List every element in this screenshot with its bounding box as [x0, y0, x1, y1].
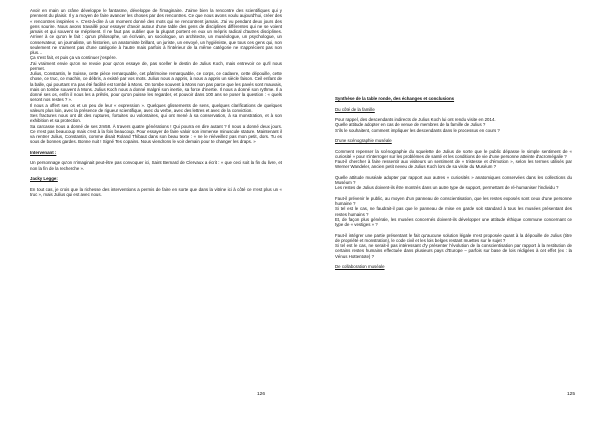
speaker-heading: Intervenant :: [30, 149, 57, 155]
paragraph: En tout cas, je crois que la richesse des interventions a permis de faire en sorte que dans la vitrine ici à côté ce n'est plus un « truc », mais Julius qui est avec nous.: [30, 186, 282, 197]
section-title: Synthèse de la table ronde, des échanges et conclusions: [335, 96, 455, 101]
paragraph: J'ai vraiment envie qu'on se revoie pour qu'on essaye de, pas sceller le destin de Julius Koch, mais entrevoir ce qu'il nous permet.: [30, 60, 282, 71]
paragraph: Les restes de Julius doivent-ils être montrés dans un autre type de support, permettant de ré-humaniser l'individu ?: [335, 185, 559, 191]
paragraph: Et, de façon plus générale, les musées concernés doivent-ils développer une attitude éthique commune concernant ce type de « vestiges » ?: [335, 216, 572, 227]
paragraph: Pour rappel, des descendants indirects de Julius Koch lui ont rendu visite en 2014.: [335, 117, 496, 122]
subsection-heading: D'une scénographie muséale: [335, 138, 392, 143]
paragraph: Si tel est le cas, ne serait-il pas intéressant d'y présenter l'évolution de la conscientisation par rapport à la restitution de certains restes humains effectuée dans plusieurs pays d'Europe – parfois sur base de lois rédigées à cet effet (ex : la Vénus Hottentote) ?: [335, 243, 572, 259]
paragraph: Il nous a offert ses os et un peu de leur « expression ». Quelques glissements de sens, quelques clarifications de quelques valeurs plus loin, avec la présence de rigueur scientifique, avec du verbe, avec des lettres et avec de la conviction.: [30, 102, 282, 113]
paragraph: Ça s'est fait, et puis ça va continuer j'espère.: [30, 55, 117, 61]
left-text-column: [30, 8, 282, 197]
paragraph: Quelle attitude adopter en cas de venue de membres de la famille de Julius ?: [335, 122, 486, 128]
paragraph: Comment repenser la scénographie du squelette de Julius de sorte que le public dépasse le simple sentiment de « curiosité » pour s'interroger sur les problèmes de santé et les conditions de vie d'une personne atteinte d'acromégalie ?: [335, 148, 572, 159]
page-number: 125: [567, 392, 576, 397]
subsection-heading: Du côté de la famille: [335, 106, 375, 112]
paragraph: Un personnage qu'on n'imaginait peut-être pas convoquer ici, Saint Bernard de Clervaux a écrit : « que ceci soit la fin du livre, et non la fin de la recherche ».: [30, 160, 282, 171]
subsection-heading: De collaboration muséale: [335, 264, 385, 269]
paragraph: S'ils le souhaitent, comment impliquer les descendants dans le processus en cours ?: [335, 127, 500, 133]
page-number: 126: [257, 392, 266, 397]
paragraph: Sa carcasse nous a donné de ses 2m58. À travers quatre générations ! Qui pourra en dire autant ? Il nous a donné deux jours. Ce n'est pas beaucoup mais c'est à la fois beaucoup. Pour essayer de faire valoir son immense minuscule stature. Maintenant il va rentrer Julius, Constantin, comme disait Roland Thibaut dans son beau texte : « ne le rééveillez pas mon petit, dors. Tu es sous de bonnes gardes. Bonne nuit ! Signé Tes copains. Nous viendrons le voir demain pour te changer les draps. »: [30, 123, 282, 145]
paragraph: Faut-il intégrer une partie présentant le fait qu'aucune solution légale n'est proposée quant à la dépouille de Julius (titre de propriété et monstration), le code civil et les lois belges restant muettes sur le sujet ?: [335, 232, 572, 243]
right-text-column: [335, 96, 572, 269]
paragraph: Julius, Constantin, le Suisse, cette pièce remarquable, cet pâtrimoine remarquable, ce corps, ce cadavre, cette dépouille, cette chose, ce truc, ce machin, ce débris, a existé par vos mots. Julius nous a appris, à nous a appris un siècle faison. Ceil enfant de la balle, qui pourtant n'a pas été facilité est tombé à Mons. On tombe souvent à Mons non pas parce que les pavés sont mauvais, mais on tombe souvent à Mons. Julius Koch nous a donné malgré son inertie, sa force d'inertie. Il nous a donné son rythme. Il a donné ses os, enfin il nous les a prêtés, pour qu'on puisse les regarder, et pouvoir dans 100 ans se poser la question : « quels seront nos restes ? ».: [30, 71, 282, 103]
speaker-heading: Jacky Legge:: [30, 176, 58, 181]
paragraph: Ses fractures nous ont dit des ruptures, fortuites ou volontaires, qui ont mené à sa conservation, à sa monstration, et à son exhibition et sa protection.: [30, 113, 282, 124]
paragraph: Avoir en main un crâne développe le fantasme, développe de l'imaginaire. J'aime bien la rencontre des scientifiques qui y prennent du plaisir. Il y a moyen de faire avancer les choses par des rencontres. Ce que nous avons voulu aujourd'hui, créer des « rencontres inspirées ». C'est-à-dire à un moment donné des mots qui ne rencontrent jamais. J'ai vu pendant deux jours des gens sourire. Nous avons travaillé pour essayer d'avoir autour d'une table des gens de disciplines différentes qui ne se voient jamais et qui souvent se méprisent. Il ne faut pas oublier que la plupart portent en eux un mépris radical d'autres disciplines. Arriver à ce qu'on le fait : qu'un philosophe, un écrivain, un sociologue, un architecte, un muséologue, un psychologue, un conservateur, un journaliste, un historien, un anatomiste brillant, un juriste, un envoyé, un hygiéniste, que tous ces gens qui, non seulement ne s'aiment pas d'une catégorie à l'autre mais parfois à l'intérieur de la même catégorie ne s'apprécient pas non plus…: [30, 8, 282, 55]
paragraph: Faut-il chercher à faire ressentir aux visiteurs un sentiment de « tristesse et d'émotion », selon les termes utilisés par Werner Wandeler, ancien petit neveu de Julius Koch lors de sa visite du Muséum ?: [335, 159, 572, 170]
paragraph: Si tel est le cas, ne faudrait-il pas que le panneau de mise en garde soit standard à tous les musées présentant des restes humains ?: [335, 206, 572, 217]
paragraph: Quelle attitude muséale adopter par rapport aux autres « curiosités » anatomiques conservées dans les collections du Muséum ?: [335, 174, 572, 185]
right-page: [300, 0, 600, 424]
paragraph: Faut-il prévenir le public, au moyen d'un panneau de conscientisation, que les restes exposés sont ceux d'une personne humaine ?: [335, 195, 572, 206]
